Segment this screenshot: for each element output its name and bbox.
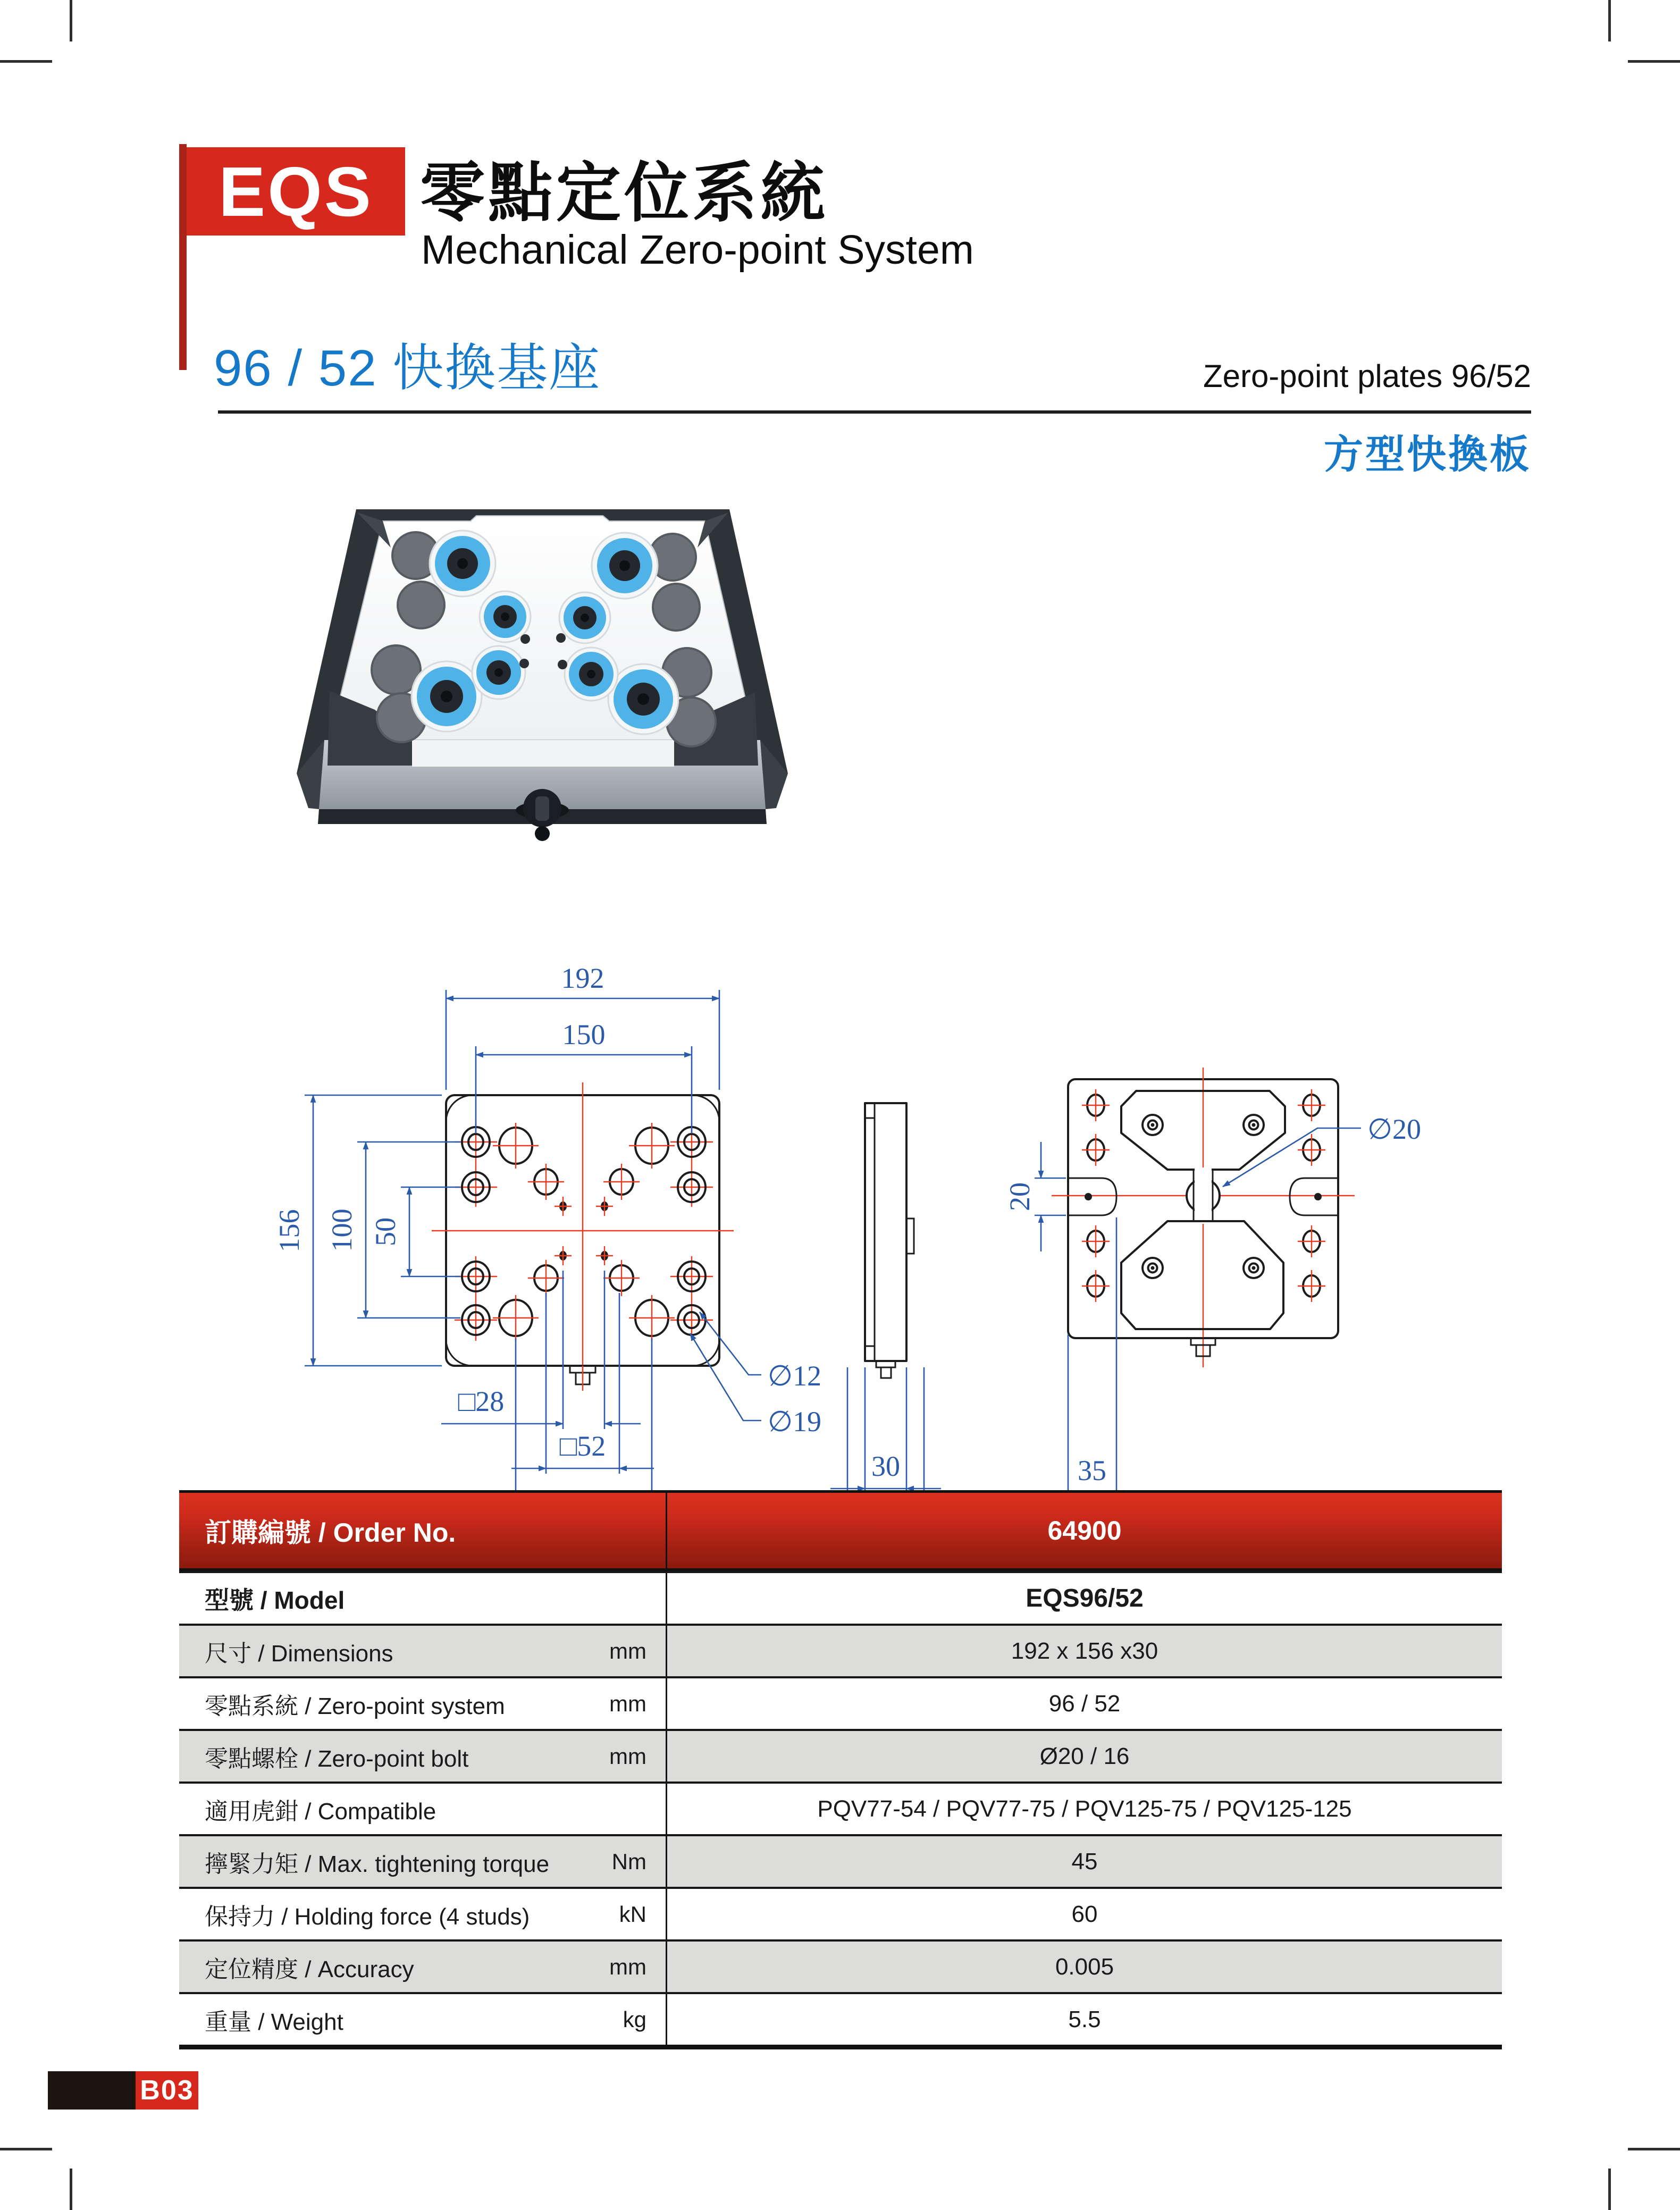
dim-100: 100 (326, 1208, 358, 1252)
spec-label: 訂購編號 / Order No. (205, 1518, 456, 1548)
spec-value: 64900 (1047, 1516, 1122, 1545)
spec-row-dimensions (179, 1624, 1502, 1676)
spec-unit: mm (609, 1743, 646, 1769)
spec-value: 60 (1071, 1901, 1098, 1927)
spec-label: 擰緊力矩 / Max. tightening torque (205, 1851, 550, 1877)
spec-unit: Nm (611, 1848, 646, 1874)
dim-192: 192 (561, 962, 604, 994)
spec-row-holding-force (179, 1887, 1502, 1939)
spec-row-tightening-torque (179, 1834, 1502, 1887)
crop-mark-bottom-left-v (70, 2169, 72, 2210)
spec-unit: mm (609, 1691, 646, 1716)
spec-value: PQV77-54 / PQV77-75 / PQV125-75 / PQV125-125 (817, 1795, 1352, 1822)
brand-flag-pole (179, 144, 187, 370)
spec-row-model (179, 1571, 1502, 1624)
front-view-dimensions (273, 962, 821, 1528)
page-code-bar (48, 2071, 136, 2110)
dim-dia19: ∅19 (768, 1406, 822, 1438)
dim-dia20: ∅20 (1367, 1113, 1422, 1145)
crop-mark-bottom-right-h (1628, 2148, 1680, 2150)
spec-unit: mm (609, 1638, 646, 1663)
crop-mark-top-left-h (0, 60, 52, 63)
spec-value: 192 x 156 x30 (1011, 1637, 1158, 1664)
spec-label: 保持力 / Holding force (4 studs) (205, 1903, 530, 1930)
spec-value: EQS96/52 (1026, 1584, 1144, 1612)
spec-value: 96 / 52 (1048, 1690, 1121, 1717)
dim-sq28: □28 (458, 1385, 505, 1417)
spec-value: 45 (1071, 1848, 1098, 1875)
front-view (432, 1082, 734, 1391)
spec-row-zero-point-bolt (179, 1729, 1502, 1782)
side-view (830, 1103, 941, 1493)
page-title-zh: 零點定位系統 (420, 157, 828, 229)
spec-unit: mm (609, 1954, 646, 1979)
crop-mark-top-right-h (1628, 60, 1680, 63)
spec-label: 型號 / Model (205, 1586, 345, 1614)
dim-30: 30 (871, 1450, 900, 1482)
spec-row-order-no (179, 1493, 1502, 1571)
spec-label: 零點系統 / Zero-point system (205, 1693, 505, 1719)
spec-table (179, 1490, 1502, 2049)
dim-150: 150 (562, 1019, 606, 1051)
spec-label: 定位精度 / Accuracy (205, 1956, 414, 1982)
series-badge-label: EQS (219, 152, 373, 231)
crop-mark-bottom-right-v (1608, 2169, 1611, 2210)
spec-label: 重量 / Weight (205, 2009, 343, 2035)
spec-label: 適用虎鉗 / Compatible (205, 1798, 436, 1825)
spec-value: 5.5 (1068, 2006, 1101, 2032)
dim-20: 20 (1004, 1182, 1036, 1211)
crop-mark-bottom-left-h (0, 2148, 52, 2150)
spec-row-weight (179, 1992, 1502, 2045)
spec-unit: kN (619, 1901, 646, 1927)
technical-drawing (213, 957, 1531, 1552)
page-title-en: Mechanical Zero-point System (421, 227, 974, 273)
spec-row-compatible (179, 1782, 1502, 1834)
spec-unit: kg (623, 2006, 646, 2032)
product-3d-render (276, 468, 808, 872)
dim-dia12: ∅12 (768, 1360, 822, 1392)
spec-value: 0.005 (1055, 1953, 1114, 1980)
spec-row-zero-point-system (179, 1676, 1502, 1729)
section-divider-rule (218, 410, 1531, 414)
page-code-label: B03 (140, 2075, 194, 2106)
dim-50: 50 (369, 1217, 401, 1246)
spec-value: Ø20 / 16 (1039, 1743, 1130, 1769)
section-subtitle-zh: 方型快換板 (1324, 432, 1531, 476)
dim-156: 156 (273, 1209, 305, 1253)
spec-row-accuracy (179, 1939, 1502, 1992)
page-code-badge (136, 2071, 198, 2110)
crop-mark-top-left-v (70, 0, 72, 41)
rear-view (1004, 1068, 1421, 1497)
spec-label: 零點螺栓 / Zero-point bolt (205, 1745, 469, 1772)
section-title-english: Zero-point plates 96/52 (1203, 358, 1531, 394)
dim-sq52: □52 (559, 1430, 606, 1462)
dim-35: 35 (1078, 1455, 1106, 1486)
section-title: 96 / 52 快換基座 (214, 340, 601, 397)
series-badge (187, 147, 405, 236)
spec-label: 尺寸 / Dimensions (205, 1640, 393, 1667)
crop-mark-top-right-v (1608, 0, 1611, 41)
